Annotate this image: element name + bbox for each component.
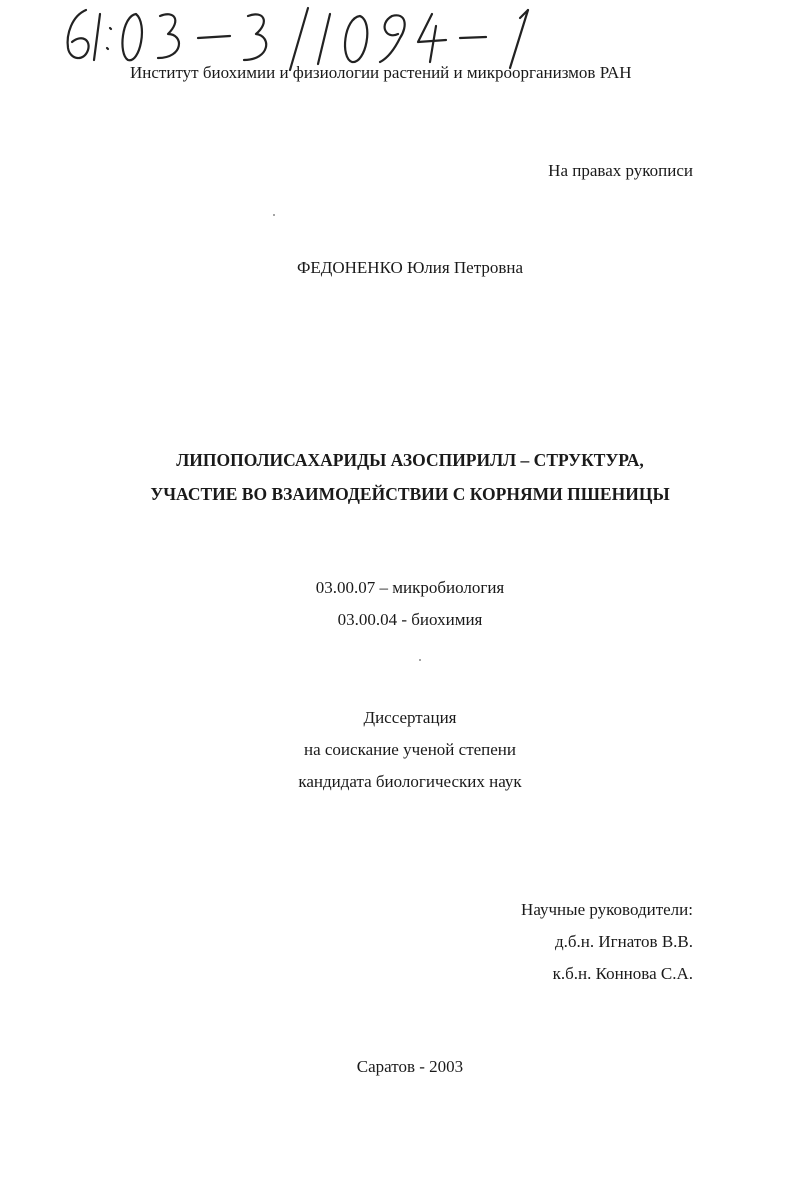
title-line-2: УЧАСТИЕ ВО ВЗАИМОДЕЙСТВИИ С КОРНЯМИ ПШЕНИЦЫ	[150, 484, 670, 504]
title-line-1: ЛИПОПОЛИСАХАРИДЫ АЗОСПИРИЛЛ – СТРУКТУРА,	[176, 450, 644, 470]
degree-line-3: кандидата биологических наук	[298, 772, 522, 791]
city-year: Саратов - 2003	[356, 1057, 464, 1076]
degree-line-1: Диссертация	[363, 708, 457, 727]
supervisors-heading: Научные руководители:	[521, 900, 693, 919]
supervisor-2: к.б.н. Коннова С.А.	[552, 964, 693, 983]
rights-note: На правах рукописи	[548, 161, 693, 180]
degree-line-2: на соискание ученой степени	[303, 740, 517, 759]
scan-speck	[419, 659, 421, 661]
specialty-microbiology: 03.00.07 – микробиология	[315, 578, 505, 597]
institute-name: Институт биохимии и физиологии растений и микроорганизмов РАН	[130, 63, 632, 82]
author-name: ФЕДОНЕНКО Юлия Петровна	[296, 258, 524, 277]
scan-speck	[273, 214, 275, 216]
supervisor-1: д.б.н. Игнатов В.В.	[554, 932, 693, 951]
specialty-biochemistry: 03.00.04 - биохимия	[337, 610, 483, 629]
